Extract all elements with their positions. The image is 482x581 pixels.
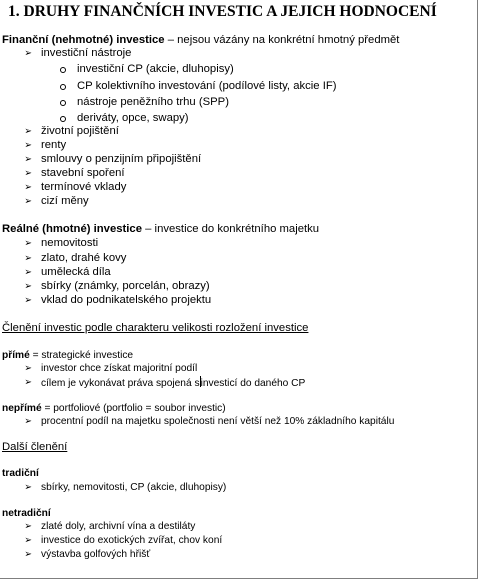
arrow-bullet-icon: ➢ (24, 182, 32, 193)
list-subitem: nástroje peněžního trhu (SPP) (77, 96, 229, 108)
list-item: stavební spoření (41, 167, 125, 179)
arrow-bullet-icon: ➢ (24, 267, 32, 278)
list-item: investice do exotických zvířat, chov koní (41, 535, 223, 546)
heading-bold: Reálné (hmotné) investice (2, 223, 142, 235)
arrow-bullet-icon: ➢ (24, 535, 32, 546)
financial-investments-heading (2, 34, 399, 47)
direct-investment-line (2, 349, 133, 362)
other-division-heading: Další členění (2, 441, 68, 453)
label-rest: = portfoliové (portfolio = soubor investic) (41, 403, 226, 414)
heading-rest: – investice do konkrétního majetku (142, 223, 320, 235)
arrow-bullet-icon: ➢ (24, 140, 32, 151)
list-item: investiční nástroje (41, 47, 132, 59)
document-title: 1. DRUHY FINANČNÍCH INVESTIC A JEJICH HODNOCENÍ (8, 3, 437, 20)
list-subitem: CP kolektivního investování (podílové listy, akcie IF) (77, 80, 337, 92)
nontraditional-label: netradiční (2, 508, 51, 519)
label-bold: přímé (2, 350, 30, 361)
arrow-bullet-icon: ➢ (24, 416, 32, 427)
list-item: nemovitosti (41, 237, 99, 249)
list-item: zlaté doly, archivní vína a destiláty (41, 521, 196, 532)
arrow-bullet-icon: ➢ (24, 154, 32, 165)
arrow-bullet-icon: ➢ (24, 196, 32, 207)
list-item: renty (41, 139, 67, 151)
arrow-bullet-icon: ➢ (24, 482, 32, 493)
circle-bullet-icon (60, 67, 66, 73)
arrow-bullet-icon: ➢ (24, 168, 32, 179)
arrow-bullet-icon: ➢ (24, 253, 32, 264)
arrow-bullet-icon: ➢ (24, 549, 32, 560)
arrow-bullet-icon: ➢ (24, 238, 32, 249)
list-item: životní pojištění (41, 125, 119, 137)
heading-bold: Finanční (nehmotné) investice (2, 34, 165, 46)
arrow-bullet-icon: ➢ (24, 363, 32, 374)
list-item: sbírky (známky, porcelán, obrazy) (41, 280, 210, 292)
list-item: smlouvy o penzijním připojištění (41, 153, 202, 165)
traditional-label: tradiční (2, 468, 39, 479)
list-item: sbírky, nemovitosti, CP (akcie, dluhopisy) (41, 482, 227, 493)
arrow-bullet-icon: ➢ (24, 377, 32, 388)
arrow-bullet-icon: ➢ (24, 48, 32, 59)
circle-bullet-icon (60, 116, 66, 122)
arrow-bullet-icon: ➢ (24, 521, 32, 532)
arrow-bullet-icon: ➢ (24, 281, 32, 292)
arrow-bullet-icon: ➢ (24, 126, 32, 137)
heading-rest: – nejsou vázány na konkrétní hmotný předmět (164, 34, 400, 46)
list-item: cizí měny (41, 195, 89, 207)
indirect-investment-line (2, 402, 226, 415)
division-heading: Členění investic podle charakteru velikosti rozložení investice (2, 322, 309, 334)
circle-bullet-icon (60, 84, 66, 90)
real-investments-heading (2, 223, 319, 236)
list-item (41, 376, 305, 390)
arrow-bullet-icon: ➢ (24, 295, 32, 306)
list-subitem: deriváty, opce, swapy) (77, 112, 189, 124)
circle-bullet-icon (60, 100, 66, 106)
list-item: umělecká díla (41, 266, 111, 278)
label-bold: nepřímé (2, 403, 42, 414)
list-item: termínové vklady (41, 181, 127, 193)
text-part: cílem je vykonávat práva spojená s (41, 378, 200, 389)
list-item: investor chce získat majoritní podíl (41, 363, 198, 374)
list-item: procentní podíl na majetku společnosti není větší než 10% základního kapitálu (41, 416, 395, 427)
list-subitem: investiční CP (akcie, dluhopisy) (77, 63, 234, 75)
list-item: vklad do podnikatelského projektu (41, 294, 212, 306)
list-item: výstavba golfových hřišť (41, 549, 151, 560)
text-part: investicí do daného CP (200, 378, 306, 389)
label-rest: = strategické investice (29, 350, 134, 361)
list-item: zlato, drahé kovy (41, 252, 127, 264)
